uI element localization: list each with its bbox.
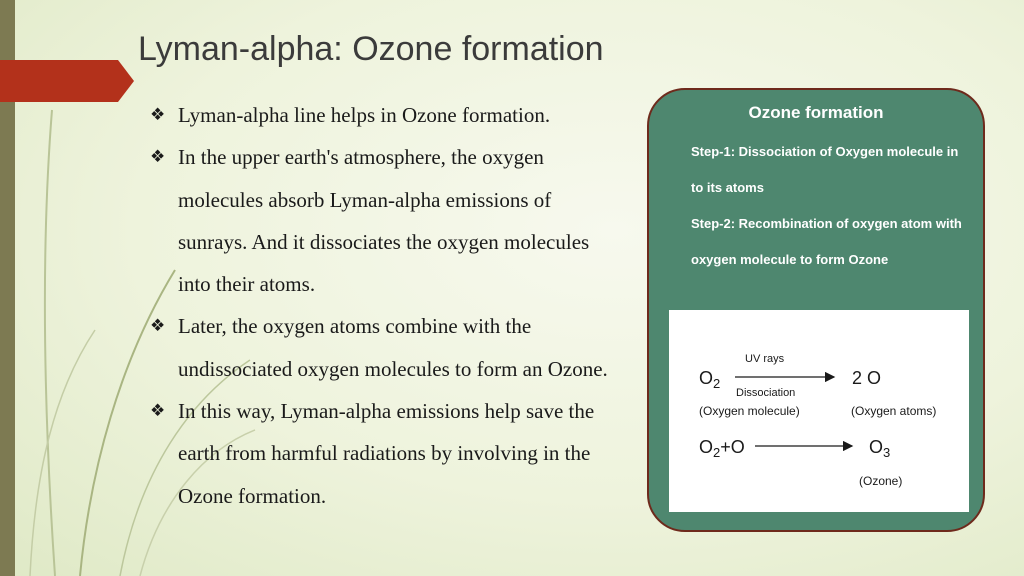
eq2-reactants: $O_2+O$ (699, 437, 745, 460)
equation-diagram (669, 310, 969, 512)
bullet-list (150, 94, 620, 517)
eq1-reactant: $O_2$ (699, 368, 721, 391)
step-2-text: Step-2: Recombination of oxygen atom with oxygen molecule to form Ozone (691, 216, 962, 267)
bullet-item (150, 94, 620, 136)
bullet-text: Later, the oxygen atoms combine with the undissociated oxygen molecules to form an Ozone. (178, 314, 608, 381)
steps-list (691, 134, 971, 278)
bullet-item (150, 136, 620, 305)
eq1-reactant-label: (Oxygen molecule) (699, 404, 800, 418)
eq1-product-label: (Oxygen atoms) (851, 404, 937, 418)
eq2-product: $O_3$ (869, 437, 891, 460)
title-accent-tab (0, 60, 134, 102)
diamond-bullet-icon: ❖ (150, 147, 166, 167)
bullet-item (150, 305, 620, 390)
eq1-below-arrow-label: Dissociation (736, 387, 796, 399)
slide-title: Lyman-alpha: Ozone formation (138, 30, 604, 68)
eq1-product: 2 O (852, 368, 882, 388)
bullet-item (150, 390, 620, 517)
diamond-bullet-icon: ❖ (150, 105, 166, 124)
bullet-text: In the upper earth's atmosphere, the oxygen molecules absorb Lyman-alpha emissions of sunrays. And it dissociates the oxygen molecules into their atoms. (178, 145, 590, 297)
diamond-bullet-icon: ❖ (150, 316, 166, 336)
eq2-product-label: (Ozone) (859, 474, 903, 488)
bullet-text: In this way, Lyman-alpha emissions help save the earth from harmful radiations by involving in the Ozone formation. (178, 399, 595, 508)
diamond-bullet-icon: ❖ (150, 401, 166, 421)
ozone-formation-panel (647, 88, 985, 532)
step-1-text: Step-1: Dissociation of Oxygen molecule in to its atoms (691, 144, 959, 195)
bullet-text: Lyman-alpha line helps in Ozone formation. (178, 103, 551, 127)
eq1-above-arrow-label: UV rays (745, 353, 785, 365)
panel-title: Ozone formation (748, 103, 884, 122)
